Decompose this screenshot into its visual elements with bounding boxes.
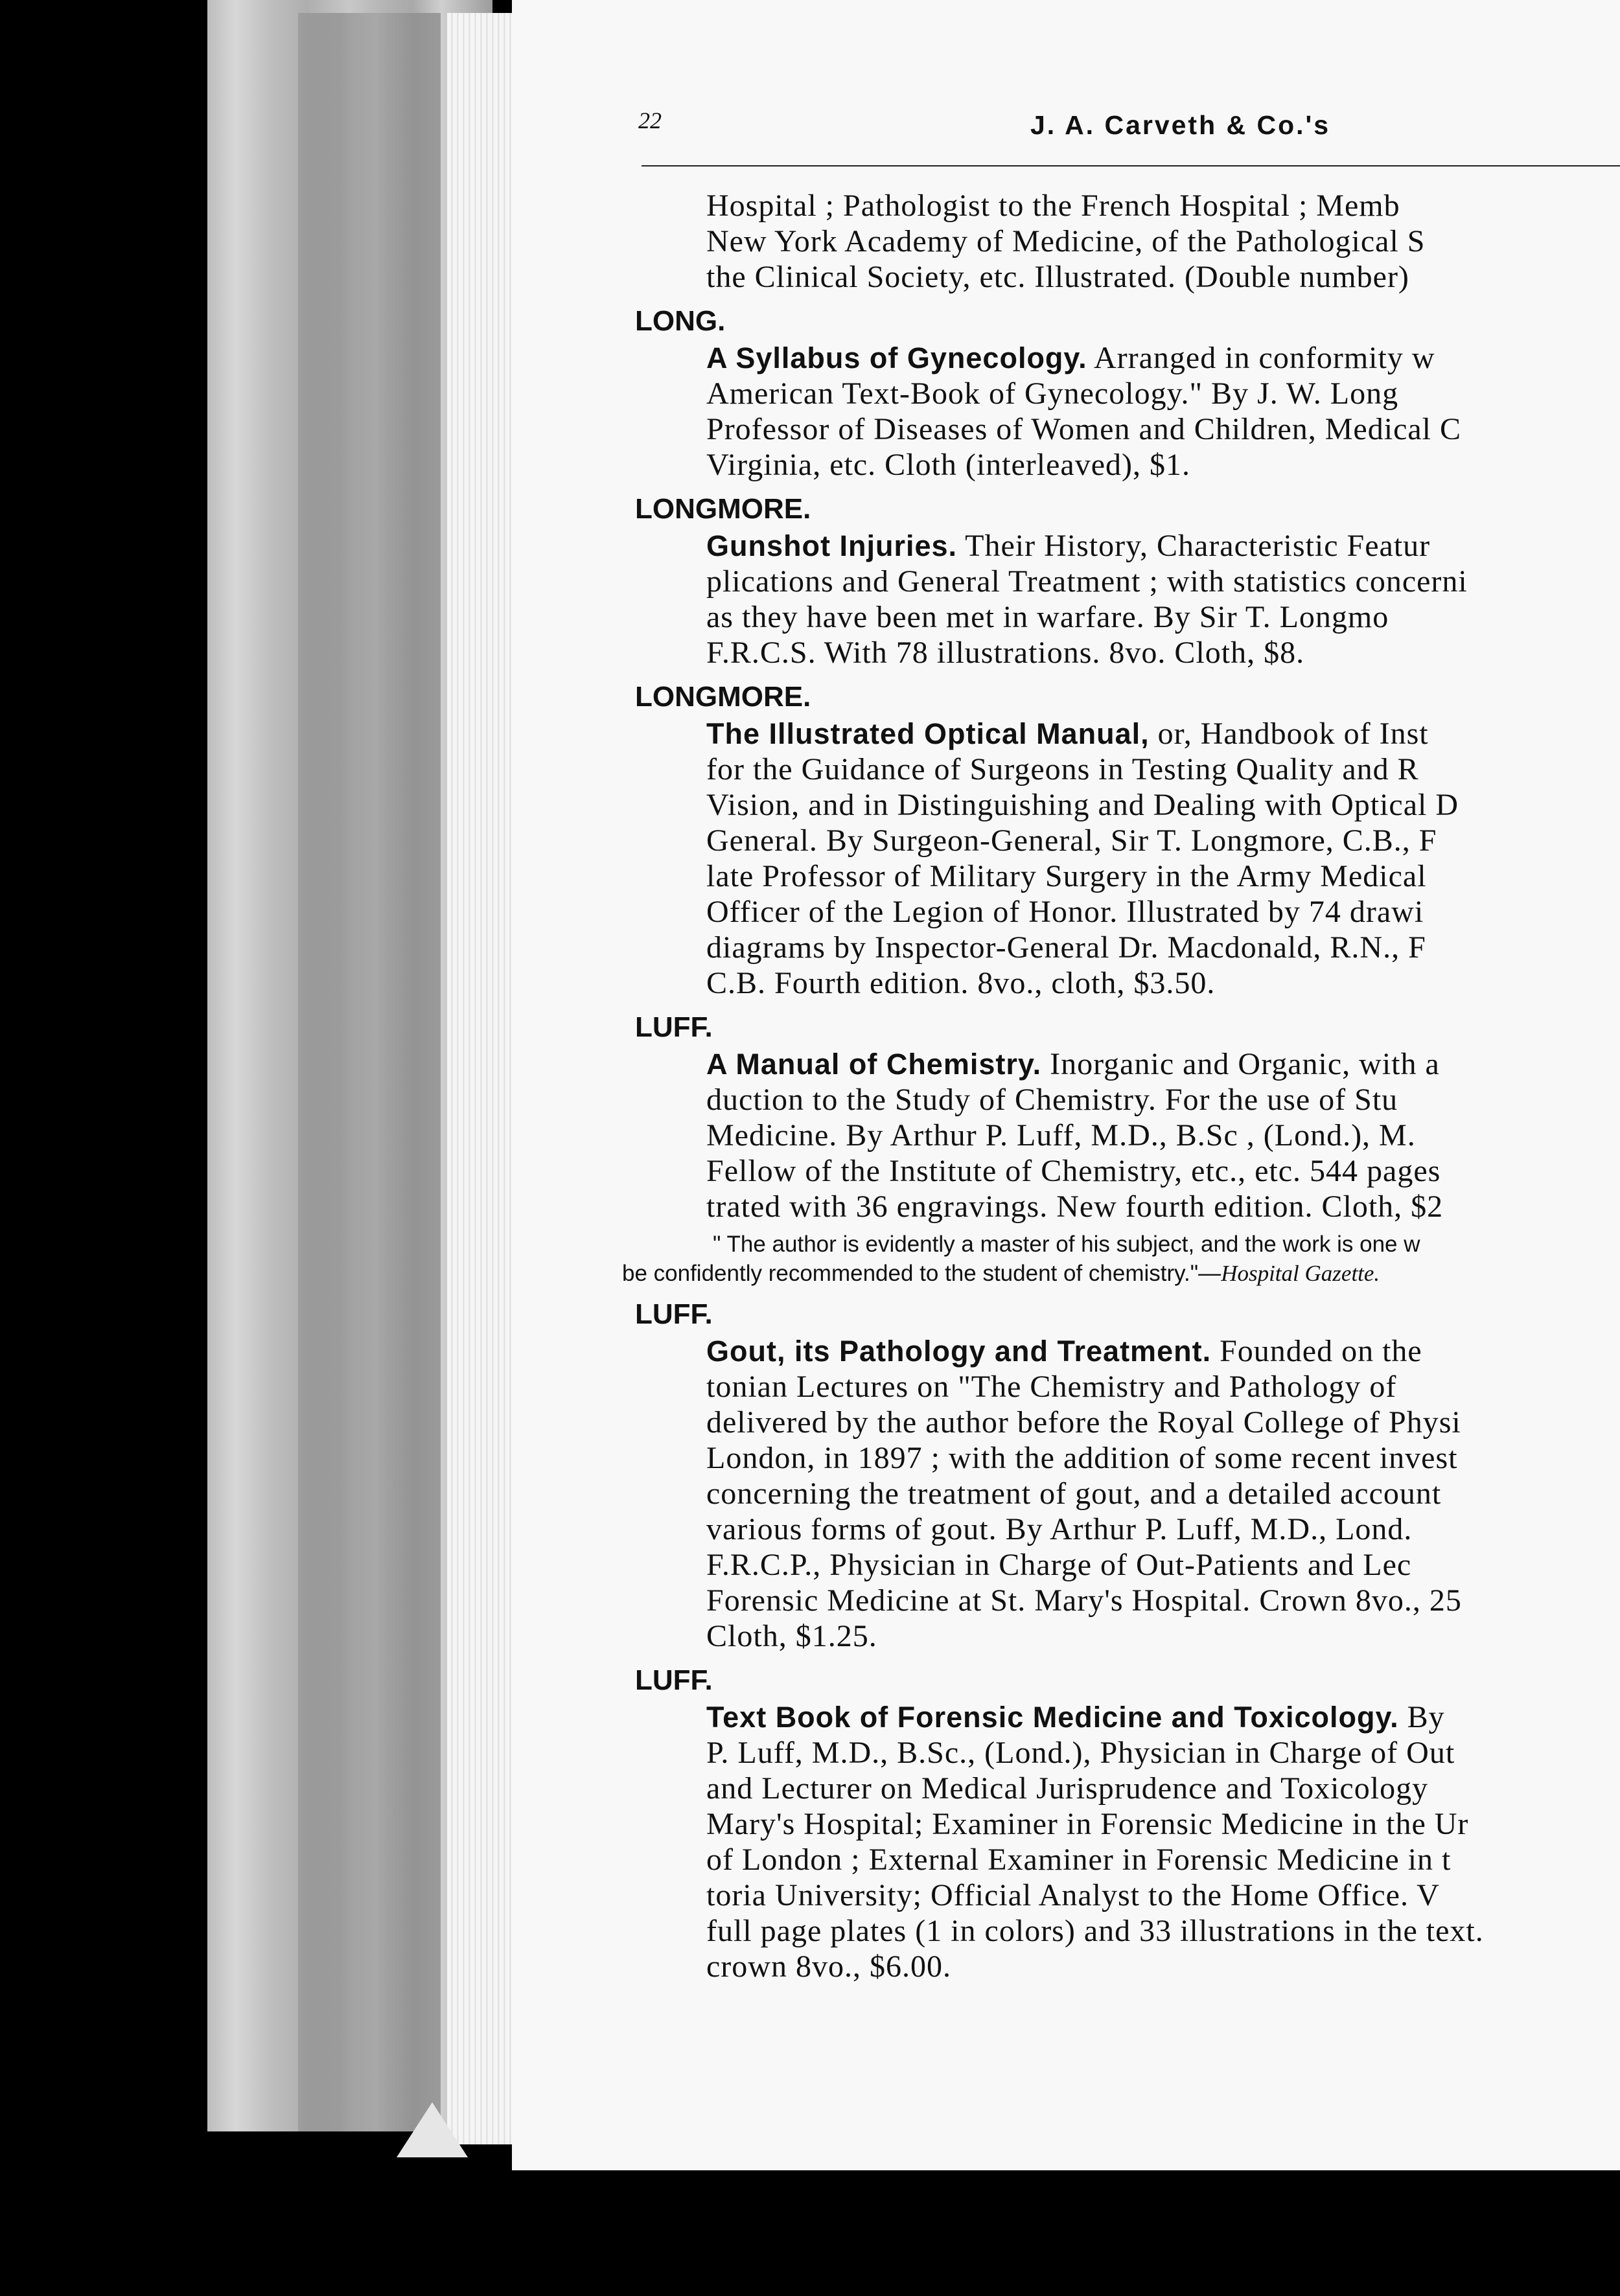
book-title: Gout, its Pathology and Treatment. <box>706 1335 1212 1368</box>
text-line: delivered by the author before the Royal College of Physi <box>706 1405 1461 1440</box>
author-heading: LONGMORE. <box>635 493 811 525</box>
text-line: or, Handbook of Inst <box>1149 717 1429 751</box>
text-line: Fellow of the Institute of Chemistry, etc., etc. 544 pages <box>706 1154 1441 1188</box>
text-line: American Text-Book of Gynecology." By J. W. Long <box>706 376 1399 411</box>
text-line: plications and General Treatment ; with statistics concerni <box>706 564 1468 599</box>
book-title: A Syllabus of Gynecology. <box>706 341 1087 374</box>
text-line: Vision, and in Distinguishing and Dealing with Optical D <box>706 788 1459 822</box>
text-line: F.R.C.S. With 78 illustrations. 8vo. Cloth, $8. <box>706 636 1305 670</box>
text-line: tonian Lectures on "The Chemistry and Pathology of <box>706 1370 1397 1404</box>
text-line: diagrams by Inspector-General Dr. Macdonald, R.N., F <box>706 930 1426 965</box>
entry-description <box>706 528 1620 671</box>
running-head: J. A. Carveth & Co.'s <box>1030 110 1331 140</box>
quote-source: Hospital Gazette. <box>1221 1261 1380 1286</box>
text-line: Virginia, etc. Cloth (interleaved), $1. <box>706 448 1191 482</box>
author-heading: LUFF. <box>635 1011 713 1043</box>
text-line: of London ; External Examiner in Forensic Medicine in t <box>706 1843 1452 1877</box>
text-line: late Professor of Military Surgery in the Army Medical <box>706 859 1427 893</box>
author-heading: LONGMORE. <box>635 681 811 713</box>
quote-line: be confidently recommended to the student of chemistry."— <box>622 1261 1221 1286</box>
catalog-page <box>512 0 1620 2170</box>
catalog-entry <box>512 303 1620 483</box>
text-line: duction to the Study of Chemistry. For the use of Stu <box>706 1083 1398 1117</box>
text-line: F.R.C.P., Physician in Charge of Out-Patients and Lec <box>706 1548 1412 1582</box>
catalog-entry <box>512 1662 1620 1984</box>
text-line: Medicine. By Arthur P. Luff, M.D., B.Sc , (Lond.), M. <box>706 1118 1416 1153</box>
entry-description <box>706 716 1620 1001</box>
entry-description <box>706 340 1620 483</box>
text-line: London, in 1897 ; with the addition of some recent invest <box>706 1441 1458 1475</box>
text-line: full page plates (1 in colors) and 33 illustrations in the text. <box>706 1914 1484 1948</box>
header-rule <box>642 165 1620 166</box>
text-line: General. By Surgeon-General, Sir T. Longmore, C.B., F <box>706 823 1437 858</box>
text-line: Forensic Medicine at St. Mary's Hospital. Crown 8vo., 25 <box>706 1583 1462 1618</box>
book-title: Text Book of Forensic Medicine and Toxicology. <box>706 1701 1399 1734</box>
page-number: 22 <box>638 108 662 133</box>
author-heading: LUFF. <box>635 1664 713 1696</box>
entry-description <box>706 1333 1620 1654</box>
review-quote <box>622 1230 1620 1288</box>
catalog-body <box>512 188 1620 2157</box>
text-line: various forms of gout. By Arthur P. Luff, M.D., Lond. <box>706 1512 1413 1546</box>
text-line: for the Guidance of Surgeons in Testing Quality and R <box>706 752 1419 786</box>
catalog-entry <box>512 678 1620 1001</box>
text-line: Inorganic and Organic, with a <box>1041 1047 1440 1081</box>
text-line: as they have been met in warfare. By Sir T. Longmo <box>706 600 1389 634</box>
catalog-entry <box>512 1296 1620 1654</box>
entry-description <box>706 1046 1620 1224</box>
catalog-entry <box>512 1009 1620 1288</box>
text-line: Their History, Characteristic Featur <box>957 529 1431 563</box>
text-line: and Lecturer on Medical Jurisprudence and Toxicology <box>706 1771 1429 1806</box>
book-title: The Illustrated Optical Manual, <box>706 717 1150 750</box>
quote-line: " The author is evidently a master of his subject, and the work is one w <box>713 1232 1420 1257</box>
text-line: the Clinical Society, etc. Illustrated. (Double number) <box>706 260 1409 294</box>
text-line: C.B. Fourth edition. 8vo., cloth, $3.50. <box>706 966 1216 1000</box>
entry-description <box>706 1699 1620 1984</box>
book-title: A Manual of Chemistry. <box>706 1048 1042 1081</box>
text-line: Mary's Hospital; Examiner in Forensic Medicine in the Ur <box>706 1807 1469 1841</box>
text-line: New York Academy of Medicine, of the Pathological S <box>706 224 1426 258</box>
author-heading: LUFF. <box>635 1298 713 1330</box>
text-line: P. Luff, M.D., B.Sc., (Lond.), Physician in Charge of Out <box>706 1736 1455 1770</box>
text-line: trated with 36 engravings. New fourth edition. Cloth, $2 <box>706 1189 1444 1224</box>
text-line: crown 8vo., $6.00. <box>706 1949 951 1984</box>
catalog-entry <box>512 490 1620 671</box>
continued-text <box>706 188 1620 295</box>
text-line: Professor of Diseases of Women and Children, Medical C <box>706 412 1462 446</box>
text-line: Officer of the Legion of Honor. Illustrated by 74 drawi <box>706 895 1424 929</box>
book-title: Gunshot Injuries. <box>706 529 958 562</box>
text-line: Cloth, $1.25. <box>706 1619 877 1653</box>
author-heading: LONG. <box>635 305 726 337</box>
text-line: toria University; Official Analyst to the Home Office. V <box>706 1878 1440 1912</box>
page-corner-tab <box>397 2102 468 2157</box>
text-line: Hospital ; Pathologist to the French Hospital ; Memb <box>706 189 1400 223</box>
text-line: Founded on the <box>1211 1334 1422 1368</box>
book-spine-shadow <box>298 13 441 2131</box>
text-line: By <box>1398 1700 1445 1734</box>
text-line: Arranged in conformity w <box>1087 341 1435 375</box>
text-line: concerning the treatment of gout, and a detailed account <box>706 1476 1442 1511</box>
